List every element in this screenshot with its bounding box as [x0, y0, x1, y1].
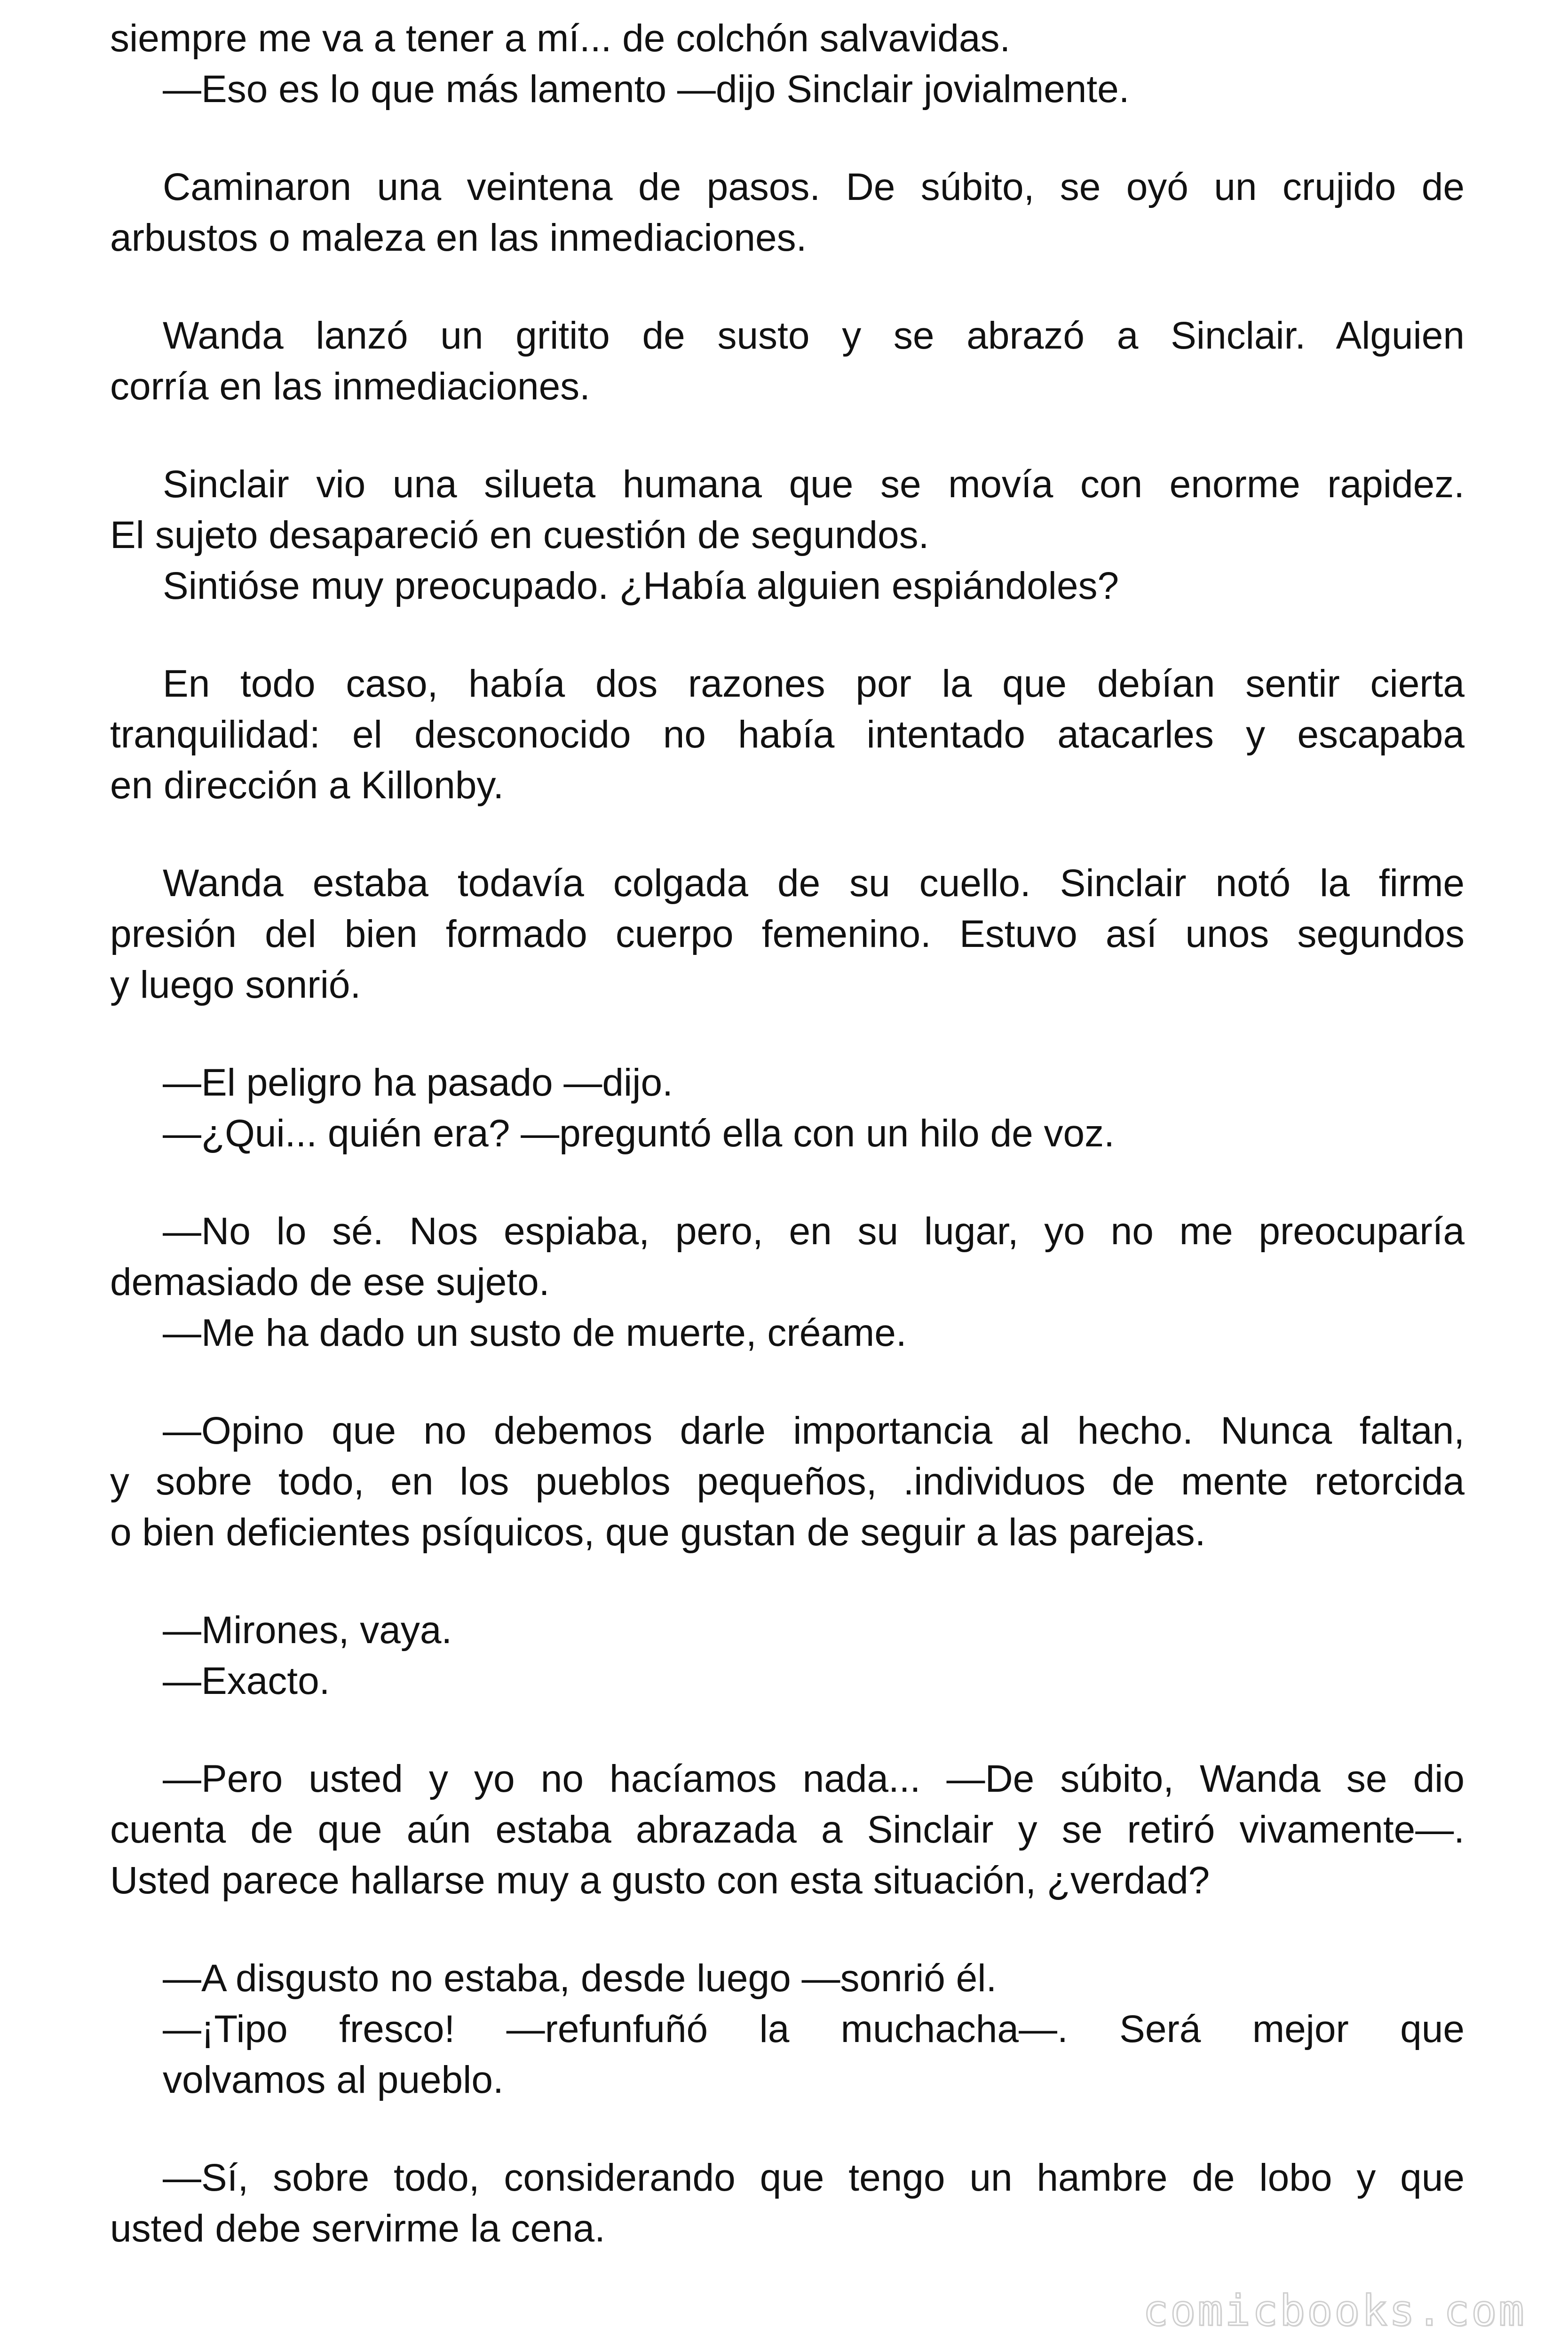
text-line: en dirección a Killonby. — [110, 764, 504, 807]
paragraph — [110, 659, 1465, 811]
page-body — [110, 13, 1465, 2254]
paragraph — [110, 459, 1465, 612]
text-line: y luego sonrió. — [110, 963, 361, 1006]
paragraph — [110, 13, 1465, 115]
text-line: demasiado de ese sujeto. — [110, 1261, 550, 1303]
text-line: Sintióse muy preocupado. ¿Había alguien espiándoles? — [163, 564, 1119, 607]
text-line: siempre me va a tener a mí... de colchón salvavidas. — [110, 17, 1011, 60]
text-line: volvamos al pueblo. — [163, 2058, 504, 2101]
text-line: arbustos o maleza en las inmediaciones. — [110, 216, 807, 259]
text-line: En todo caso, había dos razones por la que debían sentir cierta — [163, 662, 1465, 705]
paragraph-gap — [110, 1558, 1465, 1605]
paragraph — [110, 1206, 1465, 1359]
paragraph-gap — [110, 1010, 1465, 1057]
paragraph-gap — [110, 811, 1465, 858]
text-line: —No lo sé. Nos espiaba, pero, en su lugar, yo no me preocuparía — [163, 1210, 1465, 1253]
paragraph-gap — [110, 612, 1465, 659]
paragraph — [110, 1754, 1465, 1906]
text-line: Sinclair vio una silueta humana que se movía con enorme rapidez. — [163, 463, 1465, 506]
text-line: —Exacto. — [163, 1660, 330, 1702]
text-line: Caminaron una veintena de pasos. De súbito, se oyó un crujido de — [163, 166, 1465, 208]
paragraph-gap — [110, 412, 1465, 459]
text-line: tranquilidad: el desconocido no había intentado atacarles y escapaba — [110, 713, 1465, 756]
paragraph — [110, 2153, 1465, 2254]
text-line: —Pero usted y yo no hacíamos nada... —De súbito, Wanda se dio — [163, 1757, 1465, 1800]
paragraph-gap — [110, 1707, 1465, 1754]
text-line: El sujeto desapareció en cuestión de segundos. — [110, 514, 929, 556]
text-line: y sobre todo, en los pueblos pequeños, .individuos de mente retorcida — [110, 1460, 1465, 1503]
paragraph — [110, 1953, 1465, 2106]
paragraph-gap — [110, 1906, 1465, 1953]
text-line: —El peligro ha pasado —dijo. — [163, 1061, 673, 1104]
paragraph-gap — [110, 1159, 1465, 1206]
text-line: —A disgusto no estaba, desde luego —sonrió él. — [163, 1957, 997, 2000]
paragraph-gap — [110, 2106, 1465, 2153]
paragraph — [110, 1605, 1465, 1707]
paragraph — [110, 310, 1465, 412]
text-line: corría en las inmediaciones. — [110, 365, 590, 408]
text-line: cuenta de que aún estaba abrazada a Sinclair y se retiró vivamente—. — [110, 1808, 1465, 1851]
text-line: Wanda estaba todavía colgada de su cuello. Sinclair notó la firme — [163, 862, 1465, 905]
text-line: usted debe servirme la cena. — [110, 2207, 605, 2250]
paragraph — [110, 1406, 1465, 1558]
text-line: —Me ha dado un susto de muerte, créame. — [163, 1311, 907, 1354]
paragraph-gap — [110, 263, 1465, 310]
text-line: —Sí, sobre todo, considerando que tengo un hambre de lobo y que — [163, 2156, 1465, 2199]
text-line: —Opino que no debemos darle importancia al hecho. Nunca faltan, — [163, 1409, 1465, 1452]
paragraph — [110, 858, 1465, 1010]
text-line: —¡Tipo fresco! —refunfuñó la muchacha—. Será mejor que — [163, 2008, 1465, 2050]
paragraph — [110, 162, 1465, 263]
text-line: Usted parece hallarse muy a gusto con esta situación, ¿verdad? — [110, 1859, 1210, 1902]
paragraph-gap — [110, 1359, 1465, 1406]
text-line: —Mirones, vaya. — [163, 1609, 452, 1652]
paragraph — [110, 1057, 1465, 1159]
text-line: Wanda lanzó un gritito de susto y se abrazó a Sinclair. Alguien — [163, 314, 1465, 357]
text-line: —Eso es lo que más lamento —dijo Sinclair jovialmente. — [163, 68, 1130, 111]
text-line: presión del bien formado cuerpo femenino. Estuvo así unos segundos — [110, 913, 1465, 955]
paragraph-gap — [110, 115, 1465, 162]
text-line: —¿Qui... quién era? —preguntó ella con un hilo de voz. — [163, 1112, 1115, 1155]
text-line: o bien deficientes psíquicos, que gustan de seguir a las parejas. — [110, 1511, 1206, 1554]
watermark-text: comicbooks.com — [1143, 2286, 1526, 2336]
